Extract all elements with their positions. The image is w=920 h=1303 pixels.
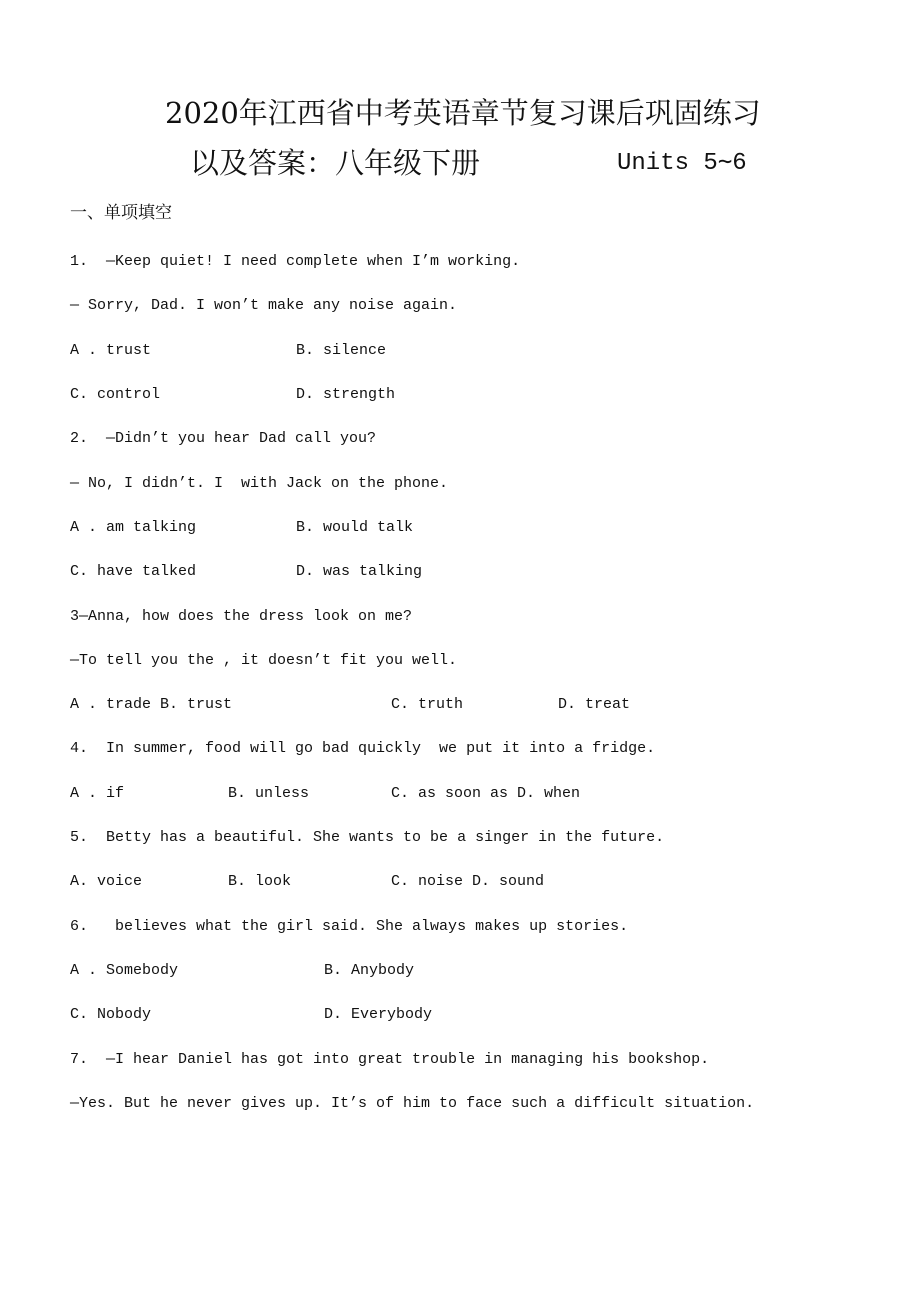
question-1-option-c: C. control [70, 386, 161, 403]
question-4-option-b: B. unless [228, 785, 310, 802]
question-3-response: —To tell you the , it doesn’t fit you well. [70, 652, 458, 669]
question-2-option-c: C. have talked [70, 563, 197, 580]
question-6-stem: 6. believes what the girl said. She always makes up stories. [70, 918, 629, 935]
question-2-response: — No, I didn’t. I with Jack on the phone. [70, 475, 449, 492]
question-3-option-c: C. truth [391, 696, 464, 713]
question-3-stem: 3—Anna, how does the dress look on me? [70, 608, 413, 625]
question-5-option-b: B. look [228, 873, 292, 890]
question-4-option-cd: C. as soon as D. when [391, 785, 581, 802]
question-1-option-d: D. strength [296, 386, 396, 403]
question-2-stem: 2. —Didn’t you hear Dad call you? [70, 430, 377, 447]
question-6-option-a: A . Somebody [70, 962, 179, 979]
question-6-option-b: B. Anybody [324, 962, 415, 979]
question-6-option-c: C. Nobody [70, 1006, 152, 1023]
question-6-option-d: D. Everybody [324, 1006, 433, 1023]
question-1-option-b: B. silence [296, 342, 387, 359]
question-5-option-a: A. voice [70, 873, 143, 890]
question-2-option-a: A . am talking [70, 519, 197, 536]
question-4-stem: 4. In summer, food will go bad quickly we put it into a fridge. [70, 740, 656, 757]
question-2-option-b: B. would talk [296, 519, 414, 536]
question-4-option-a: A . if [70, 785, 125, 802]
section-heading: 一、单项填空 [70, 203, 172, 223]
question-3-option-ab: A . trade B. trust [70, 696, 233, 713]
question-1-stem: 1. —Keep quiet! I need complete when I’m working. [70, 253, 521, 270]
question-1-response: — Sorry, Dad. I won’t make any noise again. [70, 297, 458, 314]
document-title-line-1: 2020年江西省中考英语章节复习课后巩固练习 [165, 96, 761, 130]
question-7-response: —Yes. But he never gives up. It’s of him to face such a difficult situation. [70, 1095, 755, 1112]
document-title-units: Units 5∼6 [617, 150, 747, 177]
question-1-option-a: A . trust [70, 342, 152, 359]
question-2-option-d: D. was talking [296, 563, 423, 580]
question-5-option-cd: C. noise D. sound [391, 873, 545, 890]
document-title-line-2: 以及答案：八年级下册 [190, 146, 481, 180]
question-7-stem: 7. —I hear Daniel has got into great trouble in managing his bookshop. [70, 1051, 710, 1068]
question-3-option-d: D. treat [558, 696, 631, 713]
question-5-stem: 5. Betty has a beautiful. She wants to be a singer in the future. [70, 829, 665, 846]
